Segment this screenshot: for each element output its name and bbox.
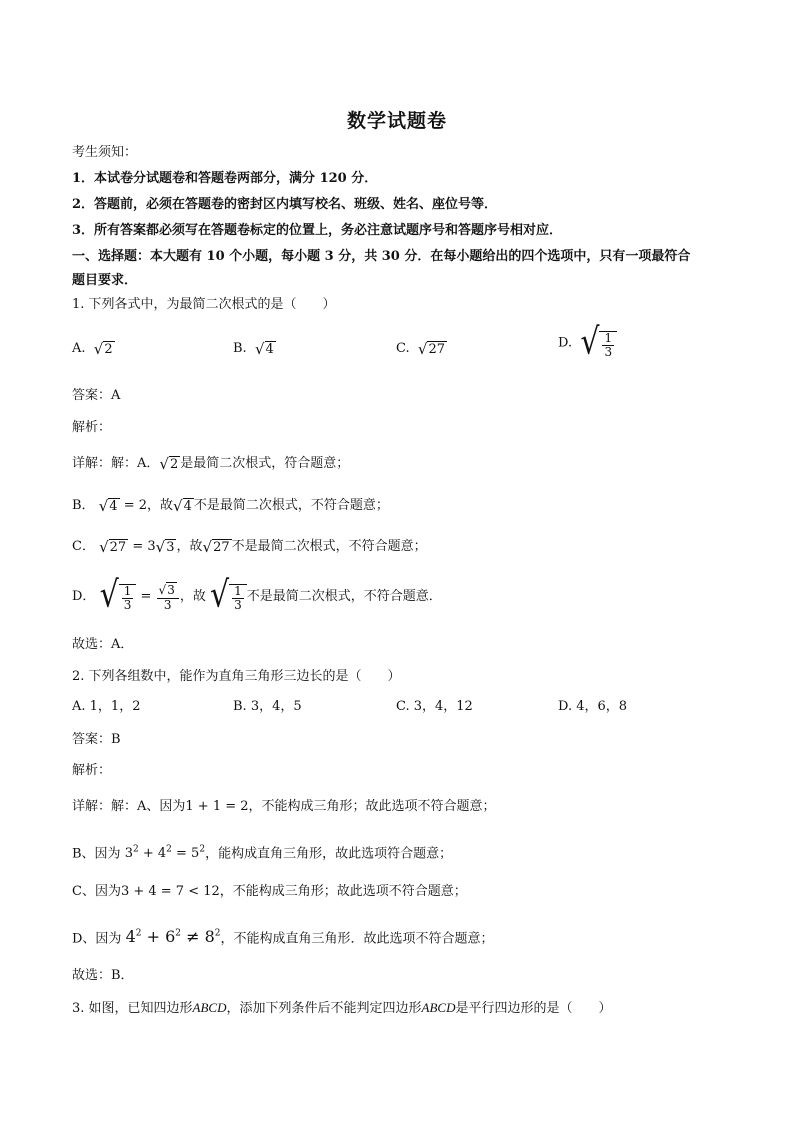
page-title: 数学试题卷 — [346, 110, 447, 132]
q1-option-a: A. √ 2 — [72, 339, 113, 358]
q1-option-d: D. √ $\frac{1}{3}$ — [558, 328, 617, 359]
notice-item-3: 3．所有答案都必须写在答题卷标定的位置上，务必注意试题序号和答题序号相对应． — [72, 223, 563, 238]
q1-option-c: C. √ 27 — [396, 339, 445, 358]
q2-choose: 故选：B． — [72, 968, 134, 983]
question-1-stem: 1. 下列各式中，为最简二次根式的是（ ） — [72, 297, 336, 312]
notice-item-1: 1．本试卷分试题卷和答题卷两部分，满分 120 分． — [72, 171, 378, 186]
sqrt-symbol: √ 2 — [93, 339, 113, 358]
q2-detail-b: B、因为 $3^2 + 4^2 = 5^2$，能构成直角三角形，故此选项符合题意； — [72, 845, 453, 862]
q1-choose: 故选：A． — [72, 637, 134, 652]
q1-detail-a: 详解：解：A． √ 2 是最简二次根式，符合题意； — [72, 454, 350, 473]
q2-analysis-label: 解析： — [72, 763, 112, 778]
q1-detail-c: C． √ 27 = 3 √ 3 ，故 √ 27 不是最简二次根式，不符合题意； — [72, 537, 427, 556]
q1-option-b: B. √ 4 — [233, 339, 274, 358]
q1-analysis-label: 解析： — [72, 420, 112, 435]
q1-answer: 答案：A — [72, 388, 121, 403]
q2-option-c: C. 3，4，12 — [396, 699, 473, 714]
q2-detail-a: 详解：解：A、因为1 + 1 = 2，不能构成三角形；故此选项不符合题意； — [72, 799, 496, 814]
section-heading: 一、选择题：本大题有 10 个小题，每小题 3 分，共 30 分．在每小题给出的四个选项中，只有一项最符合 — [72, 249, 691, 264]
q2-detail-d: D、因为 $4^2 + 6^2 \ne 8^2$，不能构成直角三角形．故此选项不符合题意； — [72, 927, 494, 947]
section-heading-cont: 题目要求． — [72, 273, 138, 288]
notice-item-2: 2．答题前，必须在答题卷的密封区内填写校名、班级、姓名、座位号等． — [72, 197, 498, 212]
question-3-stem: 3. 如图，已知四边形ABCD，添加下列条件后不能判定四边形ABCD是平行四边形的是（ ） — [72, 1000, 612, 1016]
notice-heading: 考生须知： — [72, 145, 138, 160]
question-2-stem: 2. 下列各组数中，能作为直角三角形三边长的是（ ） — [72, 669, 401, 684]
q1-detail-b: B． √ 4 = 2，故 √ 4 不是最简二次根式，不符合题意； — [72, 496, 389, 515]
q2-option-b: B. 3，4，5 — [233, 699, 302, 714]
q2-option-a: A. 1，1，2 — [72, 699, 141, 714]
q2-answer: 答案：B — [72, 732, 121, 747]
q1-detail-d: D． √ $\frac{1}{3}$ = √ 3 3 ，故 √ $\frac{1}{3}$ 不是最简二次根式，不符合题意． — [72, 574, 442, 617]
q2-detail-c: C、因为3 + 4 = 7 < 12，不能构成三角形；故此选项不符合题意； — [72, 884, 467, 899]
q2-option-d: D. 4，6，8 — [558, 699, 628, 714]
